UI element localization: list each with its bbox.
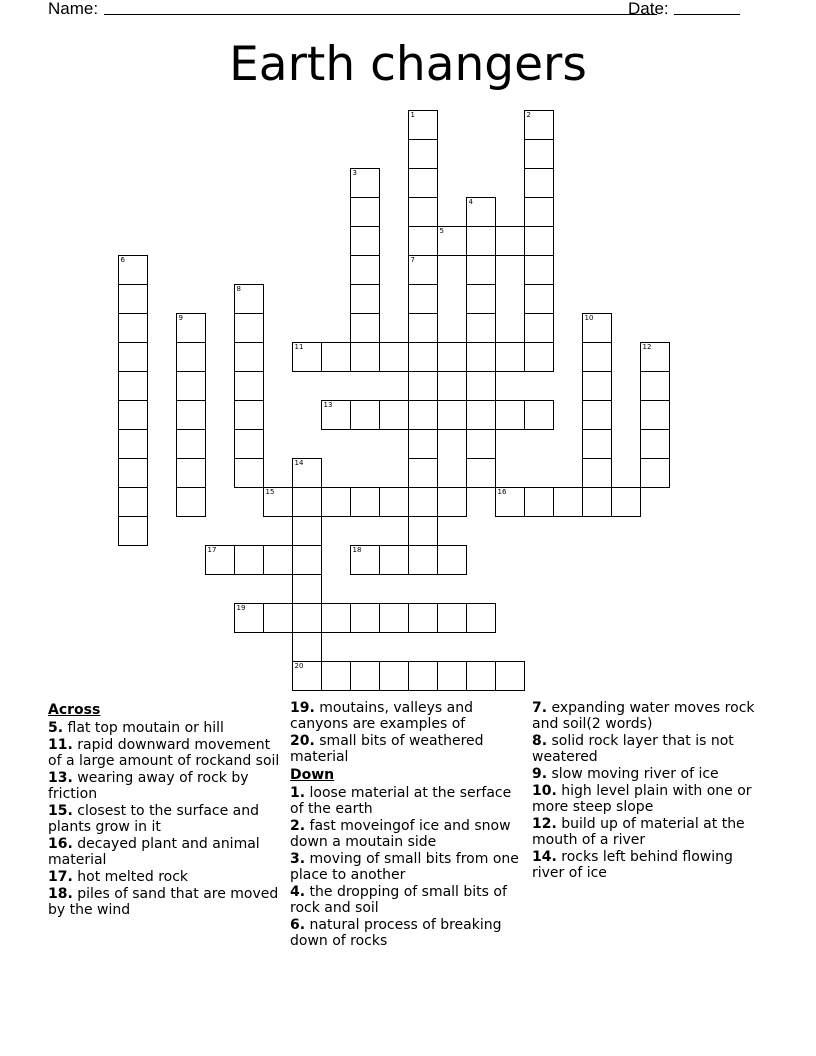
clue-column-2 (290, 700, 526, 950)
date-label: Date: (628, 0, 669, 18)
crossword-cell[interactable] (495, 342, 525, 372)
crossword-cell[interactable] (379, 487, 409, 517)
clue-text: high level plain with one or more steep slope (532, 783, 752, 815)
crossword-cell[interactable] (292, 487, 322, 517)
down-clue (532, 816, 768, 848)
crossword-cell[interactable] (408, 603, 438, 633)
crossword-cell[interactable] (437, 661, 467, 691)
crossword-cell[interactable] (495, 661, 525, 691)
down-clue (532, 700, 768, 732)
crossword-cell[interactable] (524, 342, 554, 372)
clue-column-1 (48, 700, 284, 919)
crossword-cell[interactable] (524, 139, 554, 169)
clue-text: small bits of weathered material (290, 733, 484, 765)
crossword-cell[interactable] (321, 342, 351, 372)
clue-number-label: 1. (290, 785, 306, 801)
crossword-cell[interactable] (640, 429, 670, 459)
crossword-cell[interactable] (292, 545, 322, 575)
crossword-cell[interactable] (524, 110, 554, 140)
crossword-cell[interactable] (118, 313, 148, 343)
crossword-cell[interactable] (437, 545, 467, 575)
down-clue (290, 851, 526, 883)
clue-number-label: 12. (532, 816, 557, 832)
clue-number: 18 (352, 545, 362, 554)
crossword-cell[interactable] (234, 458, 264, 488)
crossword-cell[interactable] (408, 458, 438, 488)
clue-text: hot melted rock (77, 869, 189, 885)
crossword-cell[interactable] (466, 661, 496, 691)
crossword-cell[interactable] (408, 255, 438, 285)
clue-number-label: 8. (532, 733, 548, 749)
crossword-cell[interactable] (379, 545, 409, 575)
across-clue (48, 869, 284, 885)
crossword-cell[interactable] (408, 197, 438, 227)
crossword-cell[interactable] (350, 661, 380, 691)
down-heading: Down (290, 767, 335, 783)
down-clue (290, 917, 526, 949)
crossword-cell[interactable] (118, 458, 148, 488)
crossword-cell[interactable] (350, 313, 380, 343)
crossword-cell[interactable] (234, 342, 264, 372)
clue-number: 6 (120, 255, 125, 264)
crossword-cell[interactable] (466, 458, 496, 488)
crossword-cell[interactable] (408, 226, 438, 256)
down-clue (532, 783, 768, 815)
crossword-cell[interactable] (118, 400, 148, 430)
down-clue (532, 766, 768, 782)
across-clue (48, 836, 284, 868)
crossword-cell[interactable] (176, 458, 206, 488)
crossword-cell[interactable] (176, 400, 206, 430)
clue-number: 2 (526, 110, 531, 119)
crossword-cell[interactable] (379, 661, 409, 691)
crossword-cell[interactable] (118, 284, 148, 314)
clue-number: 11 (294, 342, 304, 351)
clue-text: rocks left behind flowing river of ice (532, 849, 733, 881)
crossword-cell[interactable] (524, 168, 554, 198)
crossword-cell[interactable] (524, 226, 554, 256)
clue-column-3 (532, 700, 768, 882)
crossword-cell[interactable] (466, 255, 496, 285)
crossword-cell[interactable] (118, 487, 148, 517)
clue-number: 17 (207, 545, 217, 554)
across-clue (290, 733, 526, 765)
crossword-cell[interactable] (118, 516, 148, 546)
crossword-cell[interactable] (437, 342, 467, 372)
crossword-cell[interactable] (437, 487, 467, 517)
crossword-cell[interactable] (234, 284, 264, 314)
down-clue (290, 884, 526, 916)
crossword-cell[interactable] (466, 313, 496, 343)
across-clue (48, 720, 284, 736)
crossword-cell[interactable] (408, 313, 438, 343)
crossword-cell[interactable] (582, 429, 612, 459)
crossword-cell[interactable] (292, 574, 322, 604)
crossword-cell[interactable] (466, 371, 496, 401)
crossword-cell[interactable] (437, 400, 467, 430)
crossword-cell[interactable] (495, 226, 525, 256)
clue-text: moutains, valleys and canyons are examples of (290, 700, 473, 732)
clue-number-label: 10. (532, 783, 557, 799)
clue-number-label: 7. (532, 700, 548, 716)
clue-number: 15 (265, 487, 275, 496)
clue-number-label: 2. (290, 818, 306, 834)
clue-number: 5 (439, 226, 444, 235)
clue-number: 1 (410, 110, 415, 119)
clue-text: the dropping of small bits of rock and soil (290, 884, 507, 916)
down-clue (532, 733, 768, 765)
crossword-cell[interactable] (350, 487, 380, 517)
crossword-cell[interactable] (466, 284, 496, 314)
across-clue (48, 770, 284, 802)
crossword-cell[interactable] (408, 139, 438, 169)
crossword-cell[interactable] (118, 255, 148, 285)
crossword-cell[interactable] (350, 226, 380, 256)
crossword-cell[interactable] (408, 661, 438, 691)
crossword-cell[interactable] (379, 400, 409, 430)
crossword-cell[interactable] (176, 371, 206, 401)
crossword-cell[interactable] (640, 371, 670, 401)
clue-list (0, 700, 816, 960)
crossword-cell[interactable] (524, 255, 554, 285)
crossword-cell[interactable] (379, 603, 409, 633)
clue-number: 4 (468, 197, 473, 206)
crossword-cell[interactable] (234, 400, 264, 430)
clue-text: flat top moutain or hill (67, 720, 224, 736)
clue-number: 10 (584, 313, 594, 322)
crossword-cell[interactable] (234, 429, 264, 459)
crossword-cell[interactable] (611, 487, 641, 517)
crossword-cell[interactable] (234, 313, 264, 343)
down-clue (290, 818, 526, 850)
clue-text: wearing away of rock by friction (48, 770, 249, 802)
crossword-cell[interactable] (524, 284, 554, 314)
crossword-cell[interactable] (495, 487, 525, 517)
clue-number: 3 (352, 168, 357, 177)
crossword-cell[interactable] (292, 661, 322, 691)
crossword-cell[interactable] (466, 400, 496, 430)
clue-text: fast moveingof ice and snow down a moutain side (290, 818, 511, 850)
crossword-cell[interactable] (379, 342, 409, 372)
clue-text: solid rock layer that is not weatered (532, 733, 734, 765)
clue-number-label: 13. (48, 770, 73, 786)
crossword-cell[interactable] (582, 400, 612, 430)
crossword-cell[interactable] (466, 342, 496, 372)
crossword-cell[interactable] (350, 342, 380, 372)
crossword-cell[interactable] (321, 661, 351, 691)
crossword-cell[interactable] (292, 342, 322, 372)
crossword-cell[interactable] (437, 603, 467, 633)
crossword-cell[interactable] (408, 487, 438, 517)
clue-text: decayed plant and animal material (48, 836, 260, 868)
clue-number-label: 16. (48, 836, 73, 852)
crossword-cell[interactable] (118, 429, 148, 459)
crossword-cell[interactable] (176, 487, 206, 517)
crossword-cell[interactable] (408, 168, 438, 198)
clue-number: 19 (236, 603, 246, 612)
crossword-cell[interactable] (582, 458, 612, 488)
clue-number-label: 14. (532, 849, 557, 865)
clue-number: 13 (323, 400, 333, 409)
crossword-cell[interactable] (321, 603, 351, 633)
crossword-cell[interactable] (524, 197, 554, 227)
crossword-cell[interactable] (350, 197, 380, 227)
crossword-cell[interactable] (408, 342, 438, 372)
crossword-cell[interactable] (640, 458, 670, 488)
clue-number-label: 11. (48, 737, 73, 753)
clue-text: closest to the surface and plants grow in it (48, 803, 260, 835)
crossword-cell[interactable] (118, 371, 148, 401)
clue-text: piles of sand that are moved by the wind (48, 886, 279, 918)
clue-text: slow moving river of ice (551, 766, 719, 782)
clue-number-label: 20. (290, 733, 315, 749)
crossword-cell[interactable] (350, 255, 380, 285)
crossword-cell[interactable] (582, 313, 612, 343)
clue-number-label: 6. (290, 917, 306, 933)
crossword-cell[interactable] (176, 429, 206, 459)
crossword-cell[interactable] (350, 168, 380, 198)
clue-number-label: 19. (290, 700, 315, 716)
crossword-cell[interactable] (524, 487, 554, 517)
clue-text: rapid downward movement of a large amount of rockand soil (48, 737, 280, 769)
clue-number-label: 17. (48, 869, 73, 885)
clue-number-label: 9. (532, 766, 548, 782)
across-clue (48, 737, 284, 769)
crossword-cell[interactable] (292, 516, 322, 546)
clue-number-label: 3. (290, 851, 306, 867)
down-clue (290, 785, 526, 817)
crossword-cell[interactable] (292, 632, 322, 662)
page-title: Earth changers (229, 37, 587, 92)
crossword-cell[interactable] (466, 603, 496, 633)
crossword-cell[interactable] (263, 603, 293, 633)
crossword-cell[interactable] (495, 400, 525, 430)
crossword-cell[interactable] (350, 603, 380, 633)
across-heading: Across (48, 702, 101, 718)
clue-text: natural process of breaking down of rocks (290, 917, 502, 949)
crossword-cell[interactable] (437, 226, 467, 256)
crossword-cell[interactable] (350, 284, 380, 314)
crossword-cell[interactable] (466, 226, 496, 256)
crossword-cell[interactable] (553, 487, 583, 517)
clue-number-label: 18. (48, 886, 73, 902)
crossword-cell[interactable] (292, 458, 322, 488)
crossword-cell[interactable] (176, 342, 206, 372)
clue-number: 8 (236, 284, 241, 293)
clue-number: 14 (294, 458, 304, 467)
crossword-cell[interactable] (408, 429, 438, 459)
crossword-cell[interactable] (321, 487, 351, 517)
crossword-cell[interactable] (234, 603, 264, 633)
clue-text: moving of small bits from one place to another (290, 851, 519, 883)
crossword-cell[interactable] (466, 429, 496, 459)
crossword-cell[interactable] (582, 342, 612, 372)
crossword-cell[interactable] (524, 400, 554, 430)
crossword-cell[interactable] (524, 313, 554, 343)
clue-number: 9 (178, 313, 183, 322)
crossword-cell[interactable] (640, 400, 670, 430)
crossword-cell[interactable] (234, 371, 264, 401)
crossword-cell[interactable] (205, 545, 235, 575)
crossword-cell[interactable] (263, 487, 293, 517)
crossword-cell[interactable] (408, 545, 438, 575)
crossword-cell[interactable] (408, 110, 438, 140)
across-clue (48, 803, 284, 835)
name-label: Name: (48, 0, 99, 18)
clue-number: 16 (497, 487, 507, 496)
crossword-cell[interactable] (176, 313, 206, 343)
crossword-cell[interactable] (408, 400, 438, 430)
crossword-cell[interactable] (582, 371, 612, 401)
clue-number-label: 5. (48, 720, 64, 736)
clue-number-label: 15. (48, 803, 73, 819)
crossword-cell[interactable] (408, 371, 438, 401)
crossword-cell[interactable] (350, 545, 380, 575)
clue-number-label: 4. (290, 884, 306, 900)
clue-number: 7 (410, 255, 415, 264)
across-clue (290, 700, 526, 732)
crossword-cell[interactable] (118, 342, 148, 372)
clue-text: build up of material at the mouth of a river (532, 816, 745, 848)
clue-number: 20 (294, 661, 304, 670)
across-clue (48, 886, 284, 918)
crossword-cell[interactable] (292, 603, 322, 633)
crossword-cell[interactable] (408, 516, 438, 546)
crossword-cell[interactable] (408, 284, 438, 314)
clue-text: loose material at the serface of the earth (290, 785, 512, 817)
crossword-cell[interactable] (321, 400, 351, 430)
crossword-cell[interactable] (466, 197, 496, 227)
clue-text: expanding water moves rock and soil(2 words) (532, 700, 755, 732)
down-clue (532, 849, 768, 881)
crossword-cell[interactable] (263, 545, 293, 575)
clue-number: 12 (642, 342, 652, 351)
crossword-cell[interactable] (350, 400, 380, 430)
crossword-cell[interactable] (640, 342, 670, 372)
crossword-cell[interactable] (234, 545, 264, 575)
crossword-cell[interactable] (582, 487, 612, 517)
